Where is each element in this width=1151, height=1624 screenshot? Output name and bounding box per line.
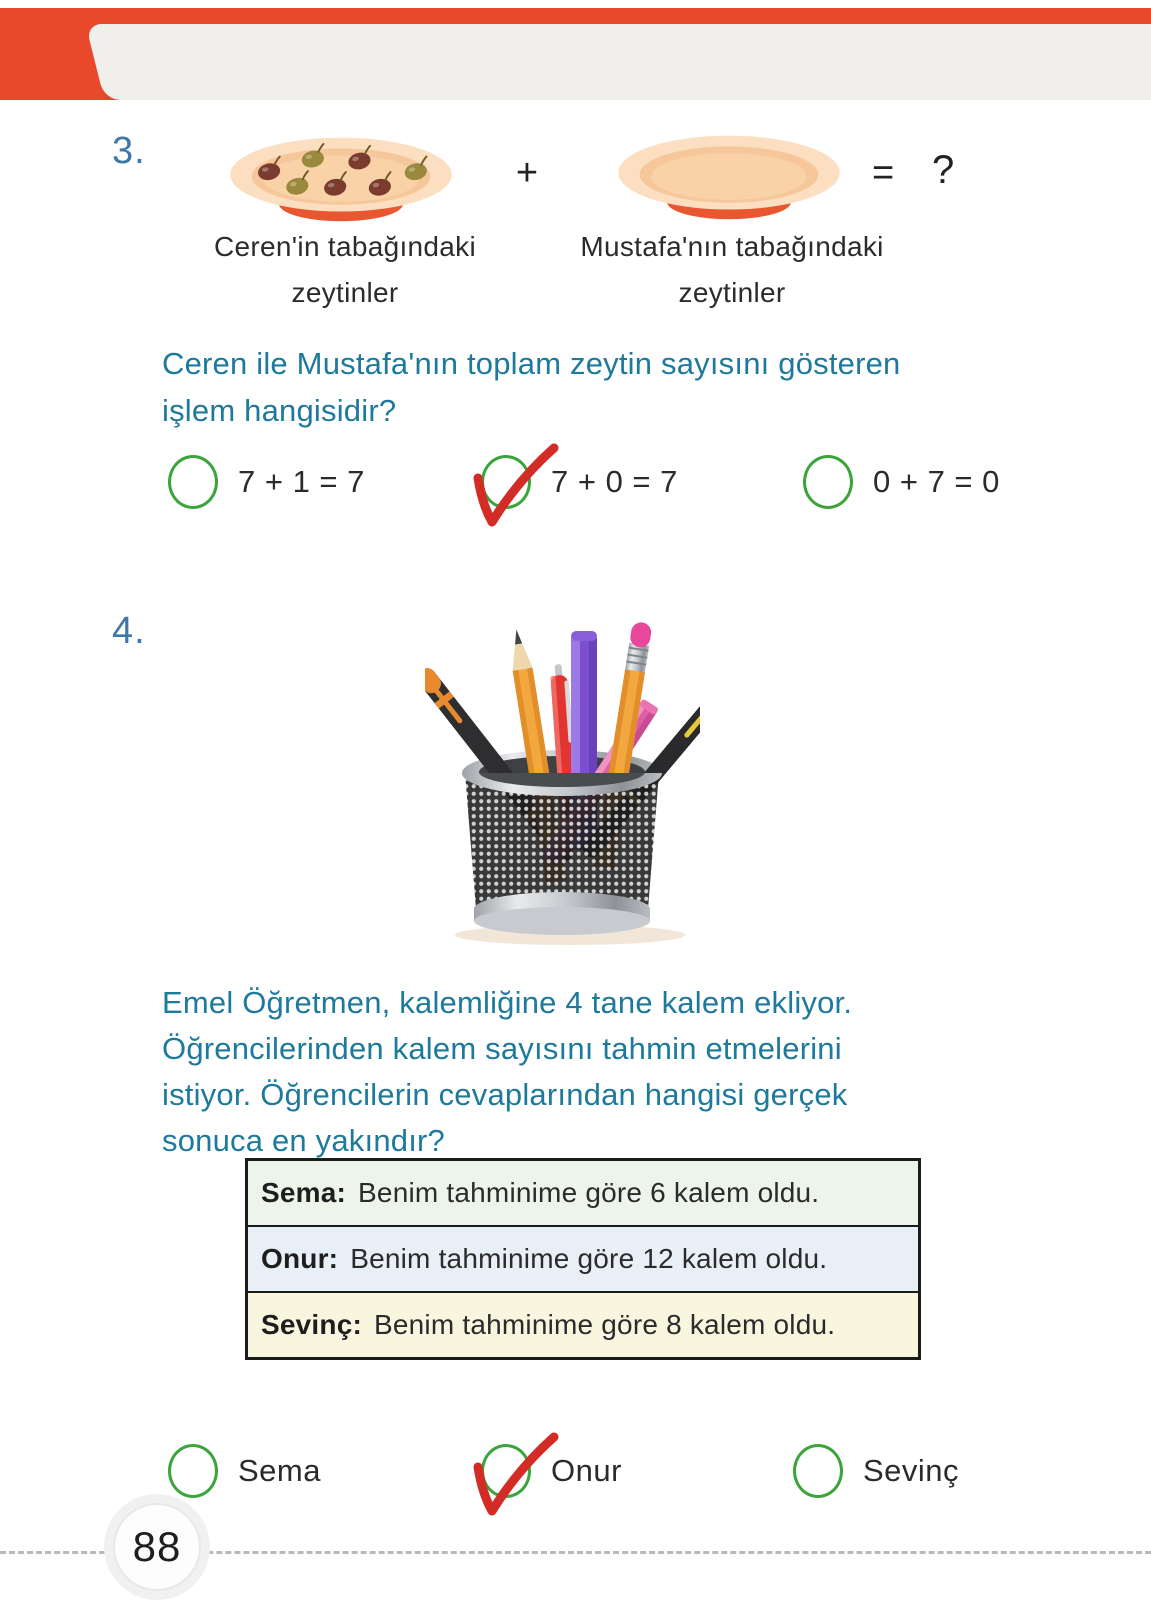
answer-circle[interactable] — [481, 455, 531, 509]
header-band — [0, 8, 1151, 100]
question4-option-2[interactable] — [481, 1444, 622, 1498]
answer-circle[interactable] — [168, 1444, 218, 1498]
answer-label: Sema — [238, 1453, 321, 1488]
cup-base — [474, 892, 650, 935]
answer-label: 0 + 7 = 0 — [873, 464, 1000, 499]
answer-circle[interactable] — [793, 1444, 843, 1498]
answer-label: Sevinç — [863, 1453, 960, 1488]
plate-ceren-label: Ceren'in tabağındaki zeytinler — [214, 231, 476, 308]
table-row-onur — [248, 1225, 918, 1291]
header-panel — [86, 24, 1151, 100]
question3-prompt: Ceren ile Mustafa'nın toplam zeytin sayısını gösteren işlem hangisidir? — [162, 346, 901, 428]
student-guess: Benim tahminime göre 8 kalem oldu. — [374, 1309, 836, 1340]
answer-label: Onur — [551, 1453, 622, 1488]
answer-circle[interactable] — [168, 455, 218, 509]
student-name: Onur: — [261, 1243, 339, 1274]
table-row-sema — [248, 1161, 918, 1225]
plate-mustafa-label: Mustafa'nın tabağındaki zeytinler — [580, 231, 884, 308]
pencil-holder-illustration — [425, 595, 700, 947]
page-number: 88 — [132, 1523, 182, 1570]
question3-option-1[interactable] — [168, 455, 365, 509]
red-checkmark-icon — [466, 438, 562, 538]
question3-option-3[interactable] — [803, 455, 1000, 509]
question4-number: 4. — [112, 610, 146, 652]
page-number-badge — [113, 1503, 201, 1591]
answer-label: 7 + 1 = 7 — [238, 464, 365, 499]
question4-option-1[interactable] — [168, 1444, 321, 1498]
student-guess: Benim tahminime göre 12 kalem oldu. — [350, 1243, 828, 1274]
question4-option-3[interactable] — [793, 1444, 959, 1498]
student-name: Sema: — [261, 1177, 347, 1208]
question3-number: 3. — [112, 130, 146, 172]
answer-label: 7 + 0 = 7 — [551, 464, 678, 499]
equals-sign: = — [872, 152, 895, 194]
question4-prompt: Emel Öğretmen, kalemliğine 4 tane kalem ekliyor. Öğrencilerinden kalem sayısını tahmin etmelerini istiyor. Öğrencilerin cevaplarından hangisi gerçek sonuca en yakındır? — [162, 985, 853, 1158]
student-name: Sevinç: — [261, 1309, 362, 1340]
answers-table — [245, 1158, 921, 1360]
answer-circle[interactable] — [803, 455, 853, 509]
table-row-sevinc — [248, 1291, 918, 1357]
red-checkmark-icon — [466, 1427, 562, 1527]
student-guess: Benim tahminime göre 6 kalem oldu. — [358, 1177, 820, 1208]
plate-mustafa-illustration — [612, 126, 846, 228]
plus-sign: + — [515, 152, 539, 194]
question-mark: ? — [932, 148, 955, 192]
question3-option-2[interactable] — [481, 455, 678, 509]
answer-circle[interactable] — [481, 1444, 531, 1498]
plate-ceren-illustration — [224, 128, 458, 230]
